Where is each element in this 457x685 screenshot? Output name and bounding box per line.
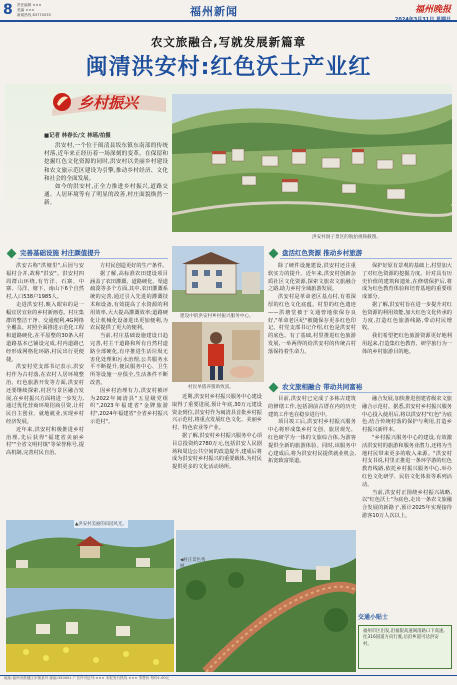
- service-center-caption: 建设中的洪安村乡村振兴服务中心。: [180, 314, 254, 319]
- flowers-caption: ◀村庄景色秀丽。: [180, 558, 206, 569]
- section3-column-a: 近期,洪安村乡村振兴服务中心建设取得了重要进展,预计年底,30万元建设资金到位,洪安村作为闽清县首批乡村振兴示范村,将重点发展红色文化、美丽乡村、特色农业等产业。 据了解,洪安村乡村振兴服务中心项目总投资约2780万元,包括洪安人民剧场和周边公共空间的改造提升,建成后将成为洪安村乡村振兴的重要载体,为村民提供更多的文化活动场所。: [172, 394, 262, 471]
- traffic-tips-text: 福州市区出发,沿福银高速闽清路口下高速,往316国道方向行驶,后沿乡道可达洪安村。: [363, 629, 445, 647]
- section1-column-b: 方村民创造更好的生产条件。 据了解,高标准农田建设项目涵盖了农田灌溉、道路硬化、渠道疏浚等多个方面,其中,农田灌溉系统的完善,通过引入先进的灌溉技术和设备,有效提高了水资源的利用效率,大大提高灌溉效率;道路硬化让机械化设备进出更加便利,为农民提供了更大的便利。 当前,村庄基础设施建设日趋完善,村主干道路和所有自然村道路全部硬化,有序推进生活垃圾无害化处理和污水治理,公共服务水平不断提升,便民服务中心、卫生所等设施一应俱全,生活条件不断改善。 因乡村治理有力,洪安村被评为2022年闽清县"五星级党组织",2023年福建省"金牌旅游村",2024年福建省"全省乡村振兴示范村"。: [90, 263, 168, 425]
- date-box: [395, 2, 451, 23]
- flowers-photo: [6, 588, 174, 672]
- section2-column-a: 除了硬件设施建设,洪安村还注重软实力的提升。近年来,洪安村创新杂质社区文化资源,探索文旅农文旅融合之路,助力乡村全域旅游发展。 洪安村是革命老区基点村,有着深厚的红色文化底蕴。村里的红色遗迹——洪塘堂被于文通曾地依保存良好,"革命老区纪"被随保存更多红色印记。村党支部书记介绍,红色是洪安村的底色。有了基础,村里推进红色旅游发展,一举两得的给洪安村的传统古村落保持着生命力。: [268, 263, 356, 355]
- aerial-village-photo: [172, 94, 452, 232]
- section3-column-c: 融合发展,加快推进创建省级农文旅融合示范村。据悉,洪安村乡村振兴服务中心投入使用后,将以洪安村"红色"为底色,结合传统村落的保护与利用,打造乡村振兴新样本。 "乡村振兴服务中心的建设,有效激活洪安村的旅游和服务业潜力,还将为当地村民带来更多的收入来源。"洪安村村支书说,村里正推进一条环学游的红色教育线路,依托乡村振兴服务中心,举办红色文化研学、民俗文化体验等系列活动。 当前,洪安村正围绕乡村振兴战略,以"红色沃土"为底色,走出一条农文旅融合发展的新路子,预计2025年实现接待游客10万人次以上。: [362, 396, 452, 519]
- section-heading-infrastructure: 完善基础设施 村庄颜值提升: [6, 248, 168, 259]
- masthead: [0, 0, 457, 22]
- traffic-tips-title: 交通小贴士: [358, 614, 389, 621]
- newspaper-logo: 福州晚报: [414, 5, 451, 15]
- section-heading-red-tourism: 盘活红色资源 推动乡村旅游: [268, 248, 452, 259]
- footer: 地址:福州市鼓楼区东街某号 邮编:350001 广告许可证号:××× 本报发行热线 ××× 零售价 每份1.00元: [0, 675, 457, 685]
- service-center-photo: [172, 246, 264, 312]
- section3-column-b: 目前,洪安村已完成了多栋古建筑的修缮工作,包括洞前古厝在内的历史建筑工作也在稳步进行中。 项目竣工后,洪安村乡村振兴服务中心将形成集乡村文创、旅居观光、红色研学为一体的文旅综合体,为游客提供全新的旅游体验。同时,该服务中心建成后,将为洪安村民提供就业机会,拓宽致富渠道。: [268, 396, 356, 465]
- village-path-photo: [176, 530, 356, 672]
- section1-column-a: 洪安古称"洪塘里",后因与安福村合并,故称"洪安"。洪安村四周群山环绕,有竹洋、石寨、中寨、马洋、塘下、南山下6个自然村,人口538户1985人。 走进洪安村,映入眼帘的是一幅宜居宜业的乡村新画卷。村庄集群的整洁干净、交通便利,4G网络全覆盖。对照全面推进示范化工程和道路硬化,在平原整的30条入村道路基本已铺设完成,村内道路已经形成网格化环路,村民出行更便捷。 洪安村党支部书记表示,洪安村作为古村落,在农村人居环境整治、红色旅游开发等方面,洪安村还要继续探索,村居与景区融合发展,在乡村振兴方面将进一步发力,通过优化营商环境招商引资,让村民自主创业、就地就业,实现乡村经济发展。 近年来,洪安村积极推进乡村治理,先后获得"福建省美丽乡村""全省文明村镇"等荣誉称号,提高机制,完善村民自治。: [6, 263, 84, 457]
- masthead-credits: 责任编辑 ××× 美编 ××× 新闻热线 83770033: [17, 3, 51, 17]
- page-number: 8: [3, 2, 13, 18]
- lead-paragraphs: 洪安村,一个位于闽清县坂东镇东南部的传统村落,近年来正经历着一场深刻的变革。在保留和挖掘红色文化资源的同时,洪安村以美丽乡村建设和农文旅示范区建设为引擎,推动乡村经济、文化和社会的全面发展。 如今的洪安村,正全力推进乡村振兴,道路交通、人居环境等有了明显的改善,村庄面貌焕然一新。: [44, 143, 168, 207]
- byline: ■记者 林春长/文 林瑶/拍摄: [44, 133, 111, 139]
- gazebo-caption: ▲洪安村美丽的田园风光。: [75, 522, 127, 527]
- rural-revitalization-logo: [50, 88, 168, 118]
- kicker-headline: 农文旅融合,写就发展新篇章: [150, 35, 307, 49]
- villager-photo: [172, 322, 264, 382]
- aerial-photo-caption: 洪安村洞子景区的航拍视频截图。: [312, 235, 381, 240]
- main-headline: 闽清洪安村:红色沃土产业红: [85, 55, 372, 80]
- gazebo-photo: [6, 520, 174, 588]
- section-title: 福州新闻: [190, 5, 238, 18]
- section2-column-b: 保护好原有景观的基础上,村里加大了对红色资源的挖掘力度。针对具有历史价值的建筑和遗址,在修缮保护后,将成为红色教育体验和培育基地的重要组成部分。 据了解,洪安村旨在进一步提升对红色资源的利用效能,加大红色文化传承的力度,打造红色旅游线路,带动村民增收。 我们希望把红色旅游资源更好地利用起来,打造集红色教育、研学旅行为一体的乡村旅游目的地。: [362, 263, 452, 355]
- issue-date: 2024年3月31日 星期日: [394, 17, 451, 23]
- villager-caption: 村民单猪养猪助致富。: [188, 385, 234, 390]
- banner-logo-text: 乡村振兴: [78, 94, 139, 112]
- traffic-tips-box: [358, 625, 452, 669]
- section-heading-integration: 农文旅相融合 带动共同富裕: [268, 382, 452, 393]
